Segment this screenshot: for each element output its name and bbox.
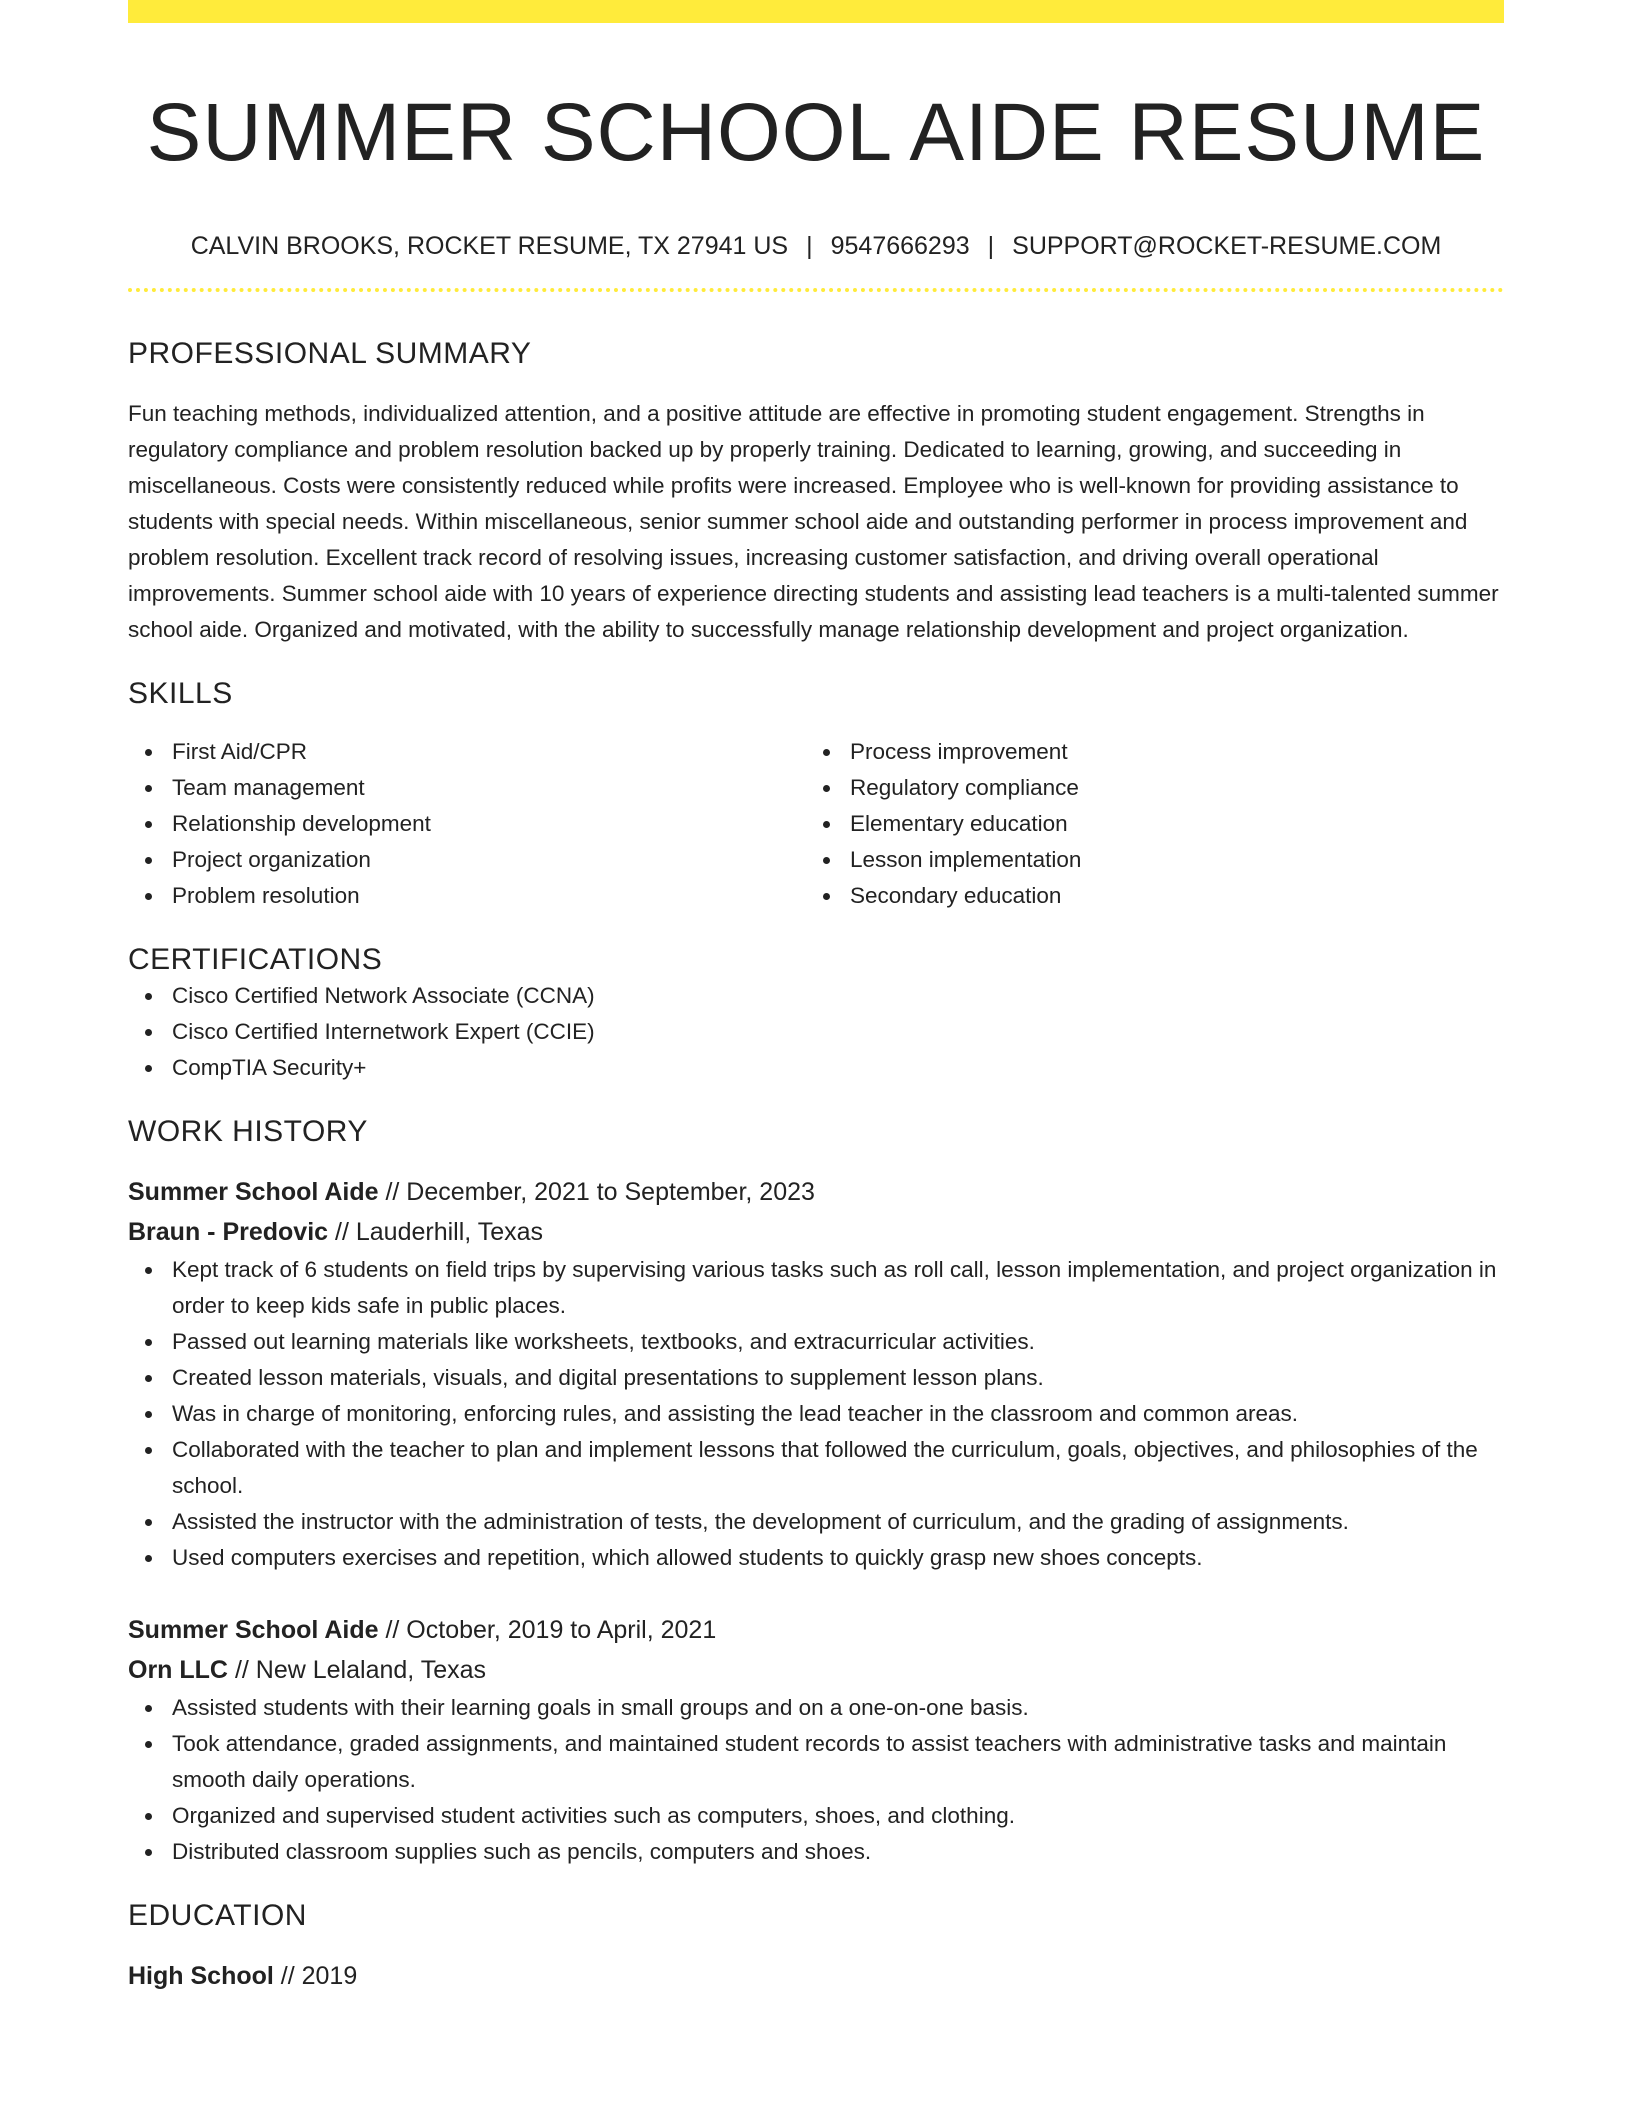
skill-item: Relationship development xyxy=(128,806,806,842)
work-history-heading: WORK HISTORY xyxy=(128,1115,368,1148)
contact-phone: 9547666293 xyxy=(830,232,970,260)
certifications-list xyxy=(128,978,1504,1086)
skill-item: Process improvement xyxy=(806,734,1484,770)
education-heading: EDUCATION xyxy=(128,1899,307,1932)
skill-item: Team management xyxy=(128,770,806,806)
header-divider xyxy=(128,288,1504,292)
certification-item: CompTIA Security+ xyxy=(128,1050,1504,1086)
top-accent-bar xyxy=(128,0,1504,23)
job-dates: // October, 2019 to April, 2021 xyxy=(385,1616,717,1644)
job-location: // Lauderhill, Texas xyxy=(335,1218,544,1246)
contact-separator: | xyxy=(806,232,813,260)
job-duty-item: Organized and supervised student activities such as computers, shoes, and clothing. xyxy=(128,1798,1504,1834)
education-year: // 2019 xyxy=(280,1962,358,1990)
job-duty-item: Assisted the instructor with the administration of tests, the development of curriculum, and the grading of assignments. xyxy=(128,1504,1504,1540)
certification-item: Cisco Certified Internetwork Expert (CCIE) xyxy=(128,1014,1504,1050)
resume-title: SUMMER SCHOOL AIDE RESUME xyxy=(146,87,1486,178)
job-duty-item: Kept track of 6 students on field trips by supervising various tasks such as roll call, lesson implementation, and project organization in order to keep kids safe in public places. xyxy=(128,1252,1504,1324)
job-company: Braun - Predovic xyxy=(128,1218,329,1246)
job-duty-item: Used computers exercises and repetition, which allowed students to quickly grasp new shoes concepts. xyxy=(128,1540,1504,1576)
summary-heading: PROFESSIONAL SUMMARY xyxy=(128,337,532,370)
job-duty-item: Created lesson materials, visuals, and digital presentations to supplement lesson plans. xyxy=(128,1360,1504,1396)
skills-heading: SKILLS xyxy=(128,677,233,710)
job-duty-item: Distributed classroom supplies such as pencils, computers and shoes. xyxy=(128,1834,1504,1870)
contact-email: SUPPORT@ROCKET-RESUME.COM xyxy=(1012,232,1442,260)
skill-item: Problem resolution xyxy=(128,878,806,914)
education-school: High School xyxy=(128,1962,274,1990)
job-company-line xyxy=(128,1212,1504,1252)
job-duties-list xyxy=(128,1252,1504,1576)
certification-item: Cisco Certified Network Associate (CCNA) xyxy=(128,978,1504,1014)
job-title-line xyxy=(128,1610,1504,1650)
skill-item: Lesson implementation xyxy=(806,842,1484,878)
contact-separator: | xyxy=(987,232,995,260)
resume-page xyxy=(128,0,1504,1996)
job-entry xyxy=(128,1172,1504,1576)
contact-line xyxy=(128,231,1504,261)
job-title-line xyxy=(128,1172,1504,1212)
job-duty-item: Passed out learning materials like worksheets, textbooks, and extracurricular activities. xyxy=(128,1324,1504,1360)
skills-list xyxy=(128,734,1504,914)
skills-column-left xyxy=(128,734,806,914)
certifications-heading: CERTIFICATIONS xyxy=(128,943,383,976)
contact-address: CALVIN BROOKS, ROCKET RESUME, TX 27941 US xyxy=(190,232,789,260)
job-entry xyxy=(128,1610,1504,1870)
job-duties-list xyxy=(128,1690,1504,1870)
job-company: Orn LLC xyxy=(128,1656,228,1684)
job-duty-item: Took attendance, graded assignments, and maintained student records to assist teachers with administrative tasks and maintain smooth daily operations. xyxy=(128,1726,1504,1798)
skill-item: Regulatory compliance xyxy=(806,770,1484,806)
job-company-line xyxy=(128,1650,1504,1690)
job-title: Summer School Aide xyxy=(128,1616,379,1644)
job-duty-item: Was in charge of monitoring, enforcing rules, and assisting the lead teacher in the classroom and common areas. xyxy=(128,1396,1504,1432)
skill-item: First Aid/CPR xyxy=(128,734,806,770)
skill-item: Elementary education xyxy=(806,806,1484,842)
skills-column-right xyxy=(806,734,1484,914)
summary-text: Fun teaching methods, individualized attention, and a positive attitude are effective in promoting student engagement. Strengths in regulatory compliance and problem resolution backed up by properly training. Dedicated to learning, growing, and succeeding in miscellaneous. Costs were consistently reduced while profits were increased. Employee who is well-known for providing assistance to students with special needs. Within miscellaneous, senior summer school aide and outstanding performer in process improvement and problem resolution. Excellent track record of resolving issues, increasing customer satisfaction, and driving overall operational improvements. Summer school aide with 10 years of experience directing students and assisting lead teachers is a multi-talented summer school aide. Organized and motivated, with the ability to successfully manage relationship development and project organization. xyxy=(128,401,1499,642)
skill-item: Project organization xyxy=(128,842,806,878)
job-dates: // December, 2021 to September, 2023 xyxy=(385,1178,815,1206)
job-title: Summer School Aide xyxy=(128,1178,379,1206)
education-entry xyxy=(128,1956,1504,1996)
skill-item: Secondary education xyxy=(806,878,1484,914)
job-duty-item: Collaborated with the teacher to plan and implement lessons that followed the curriculum, goals, objectives, and philosophies of the school. xyxy=(128,1432,1504,1504)
job-duty-item: Assisted students with their learning goals in small groups and on a one-on-one basis. xyxy=(128,1690,1504,1726)
job-location: // New Lelaland, Texas xyxy=(234,1656,487,1684)
